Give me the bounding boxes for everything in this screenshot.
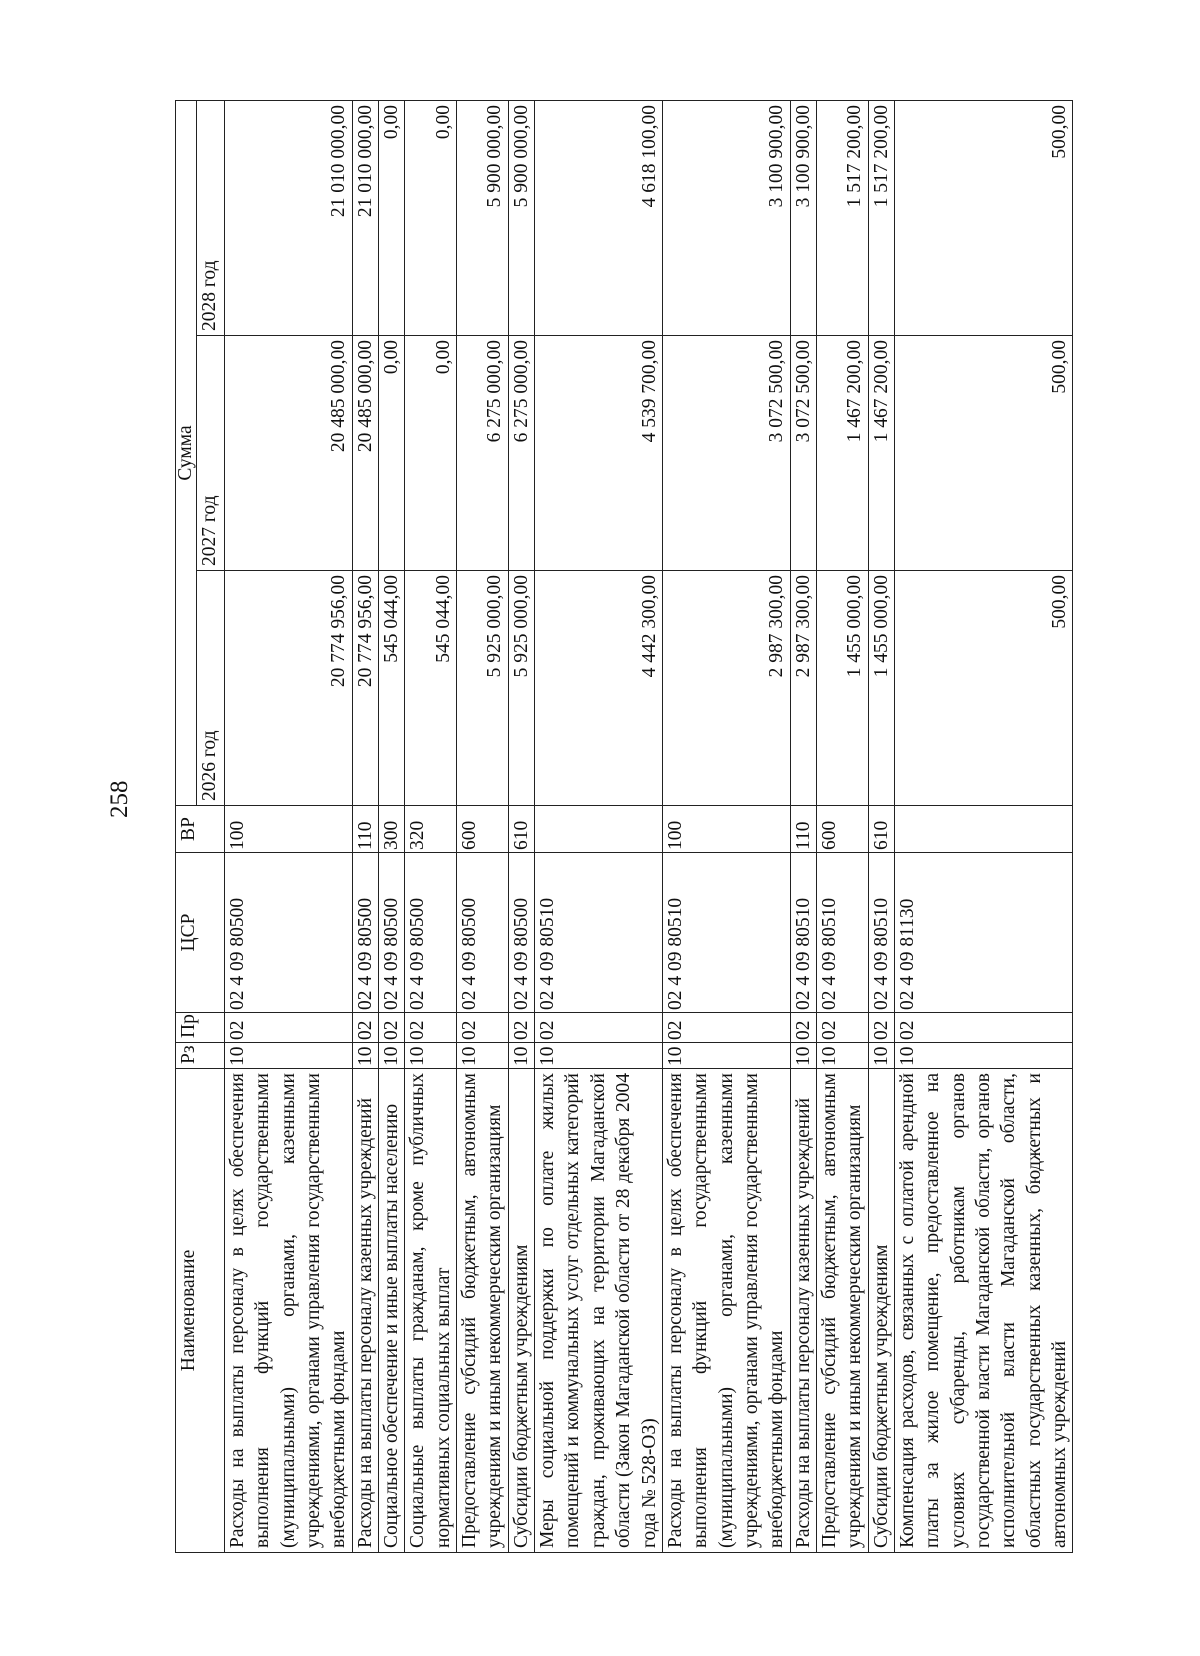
table-row [535,100,663,1552]
row-pr: 02 [508,1013,534,1043]
header-sum: Сумма [176,100,197,805]
row-rz: 10 [352,1043,378,1069]
row-csr: 02 4 09 80510 [816,853,868,1013]
row-sum-2026: 2 987 300,00 [790,571,816,806]
row-vr: 610 [868,806,894,853]
row-sum-2027: 6 275 000,00 [508,336,534,571]
row-vr: 300 [379,806,405,853]
table-row [352,100,378,1552]
row-pr: 02 [352,1013,378,1043]
row-pr: 02 [379,1013,405,1043]
row-sum-2026: 500,00 [894,571,1072,806]
row-name: Расходы на выплаты персоналу в целях обеспечения выполнения функций государственными (муниципальными) органами, казенными учреждениями, органами управления государственными внебюджетными фондами [662,1069,790,1553]
row-pr: 02 [816,1013,868,1043]
row-sum-2028: 5 900 000,00 [508,100,534,335]
page-number: 258 [106,780,133,818]
row-sum-2026: 545 044,00 [379,571,405,806]
row-sum-2028: 5 900 000,00 [457,100,509,335]
row-vr: 110 [790,806,816,853]
row-sum-2028: 4 618 100,00 [535,100,663,335]
row-rz: 10 [405,1043,457,1069]
row-sum-2028: 1 517 200,00 [816,100,868,335]
row-csr: 02 4 09 81130 [894,853,1072,1013]
row-rz: 10 [790,1043,816,1069]
row-vr: 100 [225,806,353,853]
row-name: Социальные выплаты гражданам, кроме публичных нормативных социальных выплат [405,1069,457,1553]
header-year-2028: 2028 год [197,100,225,335]
row-csr: 02 4 09 80500 [508,853,534,1013]
header-rz: Рз [176,1043,225,1069]
row-sum-2028: 3 100 900,00 [790,100,816,335]
row-rz: 10 [379,1043,405,1069]
row-sum-2026: 1 455 000,00 [816,571,868,806]
row-sum-2027: 4 539 700,00 [535,336,663,571]
row-csr: 02 4 09 80500 [457,853,509,1013]
row-vr: 320 [405,806,457,853]
row-sum-2026: 2 987 300,00 [662,571,790,806]
row-pr: 02 [790,1013,816,1043]
table-row [816,100,868,1552]
row-sum-2028: 0,00 [379,100,405,335]
row-pr: 02 [405,1013,457,1043]
row-csr: 02 4 09 80500 [352,853,378,1013]
row-rz: 10 [894,1043,1072,1069]
row-sum-2027: 3 072 500,00 [790,336,816,571]
row-pr: 02 [535,1013,663,1043]
row-csr: 02 4 09 80510 [662,853,790,1013]
header-pr: Пр [176,1013,225,1043]
row-name: Расходы на выплаты персоналу казенных учреждений [790,1069,816,1553]
row-pr: 02 [868,1013,894,1043]
row-sum-2026: 5 925 000,00 [508,571,534,806]
table-row [508,100,534,1552]
row-csr: 02 4 09 80510 [535,853,663,1013]
row-name: Предоставление субсидий бюджетным, автономным учреждениям и иным некоммерческим организациям [457,1069,509,1553]
row-sum-2026: 545 044,00 [405,571,457,806]
row-rz: 10 [225,1043,353,1069]
row-sum-2028: 3 100 900,00 [662,100,790,335]
row-sum-2027: 20 485 000,00 [225,336,353,571]
row-sum-2027: 0,00 [379,336,405,571]
row-csr: 02 4 09 80500 [225,853,353,1013]
header-year-2026: 2026 год [197,571,225,806]
row-vr [894,806,1072,853]
table-row [790,100,816,1552]
row-sum-2028: 500,00 [894,100,1072,335]
row-sum-2027: 6 275 000,00 [457,336,509,571]
row-vr: 610 [508,806,534,853]
row-name: Субсидии бюджетным учреждениям [868,1069,894,1553]
row-pr: 02 [894,1013,1072,1043]
row-csr: 02 4 09 80510 [790,853,816,1013]
header-year-2027: 2027 год [197,336,225,571]
row-pr: 02 [457,1013,509,1043]
row-sum-2026: 20 774 956,00 [225,571,353,806]
row-rz: 10 [662,1043,790,1069]
row-sum-2026: 5 925 000,00 [457,571,509,806]
table-row [894,100,1072,1552]
row-vr: 600 [816,806,868,853]
budget-table [175,100,1073,1553]
row-rz: 10 [508,1043,534,1069]
row-sum-2027: 1 467 200,00 [816,336,868,571]
row-sum-2027: 3 072 500,00 [662,336,790,571]
row-vr [535,806,663,853]
row-name: Компенсация расходов, связанных с оплатой арендной платы за жилое помещение, предоставленное на условиях субаренды, работникам органов государственной власти Магаданской области, органов исполнительной власти Магаданской области, областных государственных казенных, бюджетных и автономных учреждений [894,1069,1072,1553]
row-pr: 02 [662,1013,790,1043]
row-name: Социальное обеспечение и иные выплаты населению [379,1069,405,1553]
row-csr: 02 4 09 80510 [868,853,894,1013]
table-row [379,100,405,1552]
table-row [457,100,509,1552]
row-sum-2026: 20 774 956,00 [352,571,378,806]
row-rz: 10 [816,1043,868,1069]
row-vr: 600 [457,806,509,853]
table-row [405,100,457,1552]
row-sum-2028: 1 517 200,00 [868,100,894,335]
row-rz: 10 [868,1043,894,1069]
row-name: Расходы на выплаты персоналу в целях обеспечения выполнения функций государственными (муниципальными) органами, казенными учреждениями, органами управления государственными внебюджетными фондами [225,1069,353,1553]
table-row [868,100,894,1552]
row-sum-2027: 500,00 [894,336,1072,571]
row-name: Субсидии бюджетным учреждениям [508,1069,534,1553]
row-rz: 10 [457,1043,509,1069]
row-csr: 02 4 09 80500 [379,853,405,1013]
row-sum-2028: 21 010 000,00 [225,100,353,335]
row-vr: 100 [662,806,790,853]
table-row [225,100,353,1552]
row-pr: 02 [225,1013,353,1043]
row-sum-2026: 4 442 300,00 [535,571,663,806]
row-sum-2027: 20 485 000,00 [352,336,378,571]
row-sum-2027: 0,00 [405,336,457,571]
header-csr: ЦСР [176,853,225,1013]
row-sum-2028: 0,00 [405,100,457,335]
row-name: Меры социальной поддержки по оплате жилых помещений и коммунальных услуг отдельных категорий граждан, проживающих на территории Магаданской области (Закон Магаданской области от 28 декабря 2004 года № 528-ОЗ) [535,1069,663,1553]
row-sum-2028: 21 010 000,00 [352,100,378,335]
row-rz: 10 [535,1043,663,1069]
row-sum-2027: 1 467 200,00 [868,336,894,571]
rotated-table-container [175,100,1070,1553]
row-name: Расходы на выплаты персоналу казенных учреждений [352,1069,378,1553]
header-vr: ВР [176,806,225,853]
row-vr: 110 [352,806,378,853]
table-row [662,100,790,1552]
row-csr: 02 4 09 80500 [405,853,457,1013]
row-name: Предоставление субсидий бюджетным, автономным учреждениям и иным некоммерческим организациям [816,1069,868,1553]
row-sum-2026: 1 455 000,00 [868,571,894,806]
header-name: Наименование [176,1069,225,1553]
